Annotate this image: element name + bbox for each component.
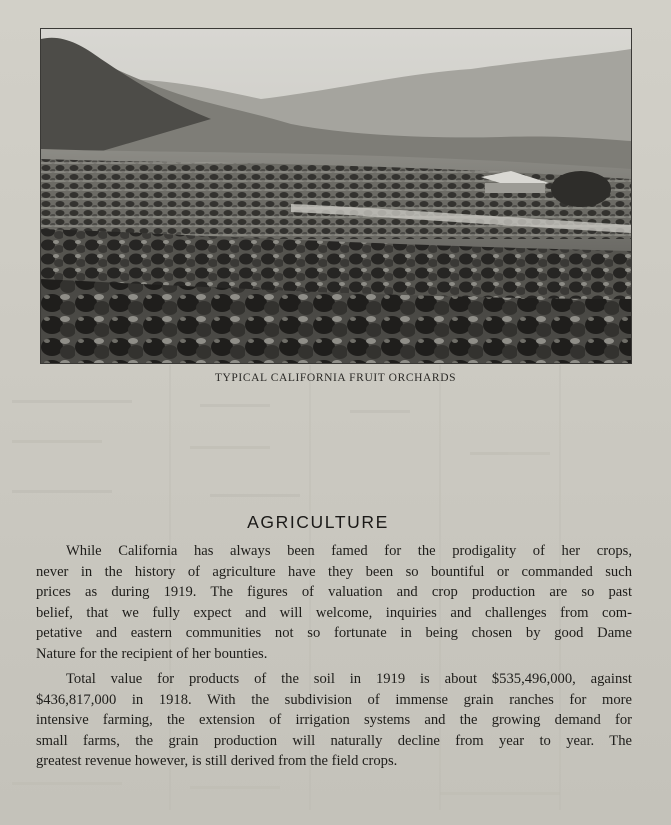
photo-caption: TYPICAL CALIFORNIA FRUIT ORCHARDS — [214, 372, 457, 384]
paragraph-1-line: never in the history of agriculture have they been so bountiful or commanded such — [36, 563, 632, 580]
paragraph-2-line: $436,817,000 in 1918. With the subdivision of immense grain ranches for more — [36, 691, 632, 708]
orchard-photo-image — [41, 29, 631, 363]
paragraph-2 — [36, 669, 632, 772]
orchard-photo — [40, 28, 632, 364]
paragraph-2-line: greatest revenue however, is still derived from the field crops. — [36, 753, 398, 770]
paragraph-1-line: belief, that we fully expect and will welcome, inquiries and challenges from com- — [36, 604, 632, 621]
paragraph-1-line: petative and eastern communities not so fortunate in being chosen by good Dame — [36, 625, 632, 642]
paragraph-2-line: intensive farming, the extension of irrigation systems and the growing demand for — [36, 712, 632, 729]
paragraph-2-line: Total value for products of the soil in 1919 is about $535,496,000, against — [66, 671, 632, 687]
paragraph-1-line: While California has always been famed for the prodigality of her crops, — [66, 543, 632, 559]
section-heading: AGRICULTURE — [247, 512, 389, 532]
paragraph-2-line: small farms, the grain production will naturally decline from year to year. The — [36, 732, 632, 749]
paragraph-1-line: Nature for the recipient of her bounties. — [36, 645, 268, 662]
paragraph-1 — [36, 541, 632, 665]
paragraph-1-line: prices as during 1919. The figures of valuation and crop production are so past — [36, 584, 632, 601]
